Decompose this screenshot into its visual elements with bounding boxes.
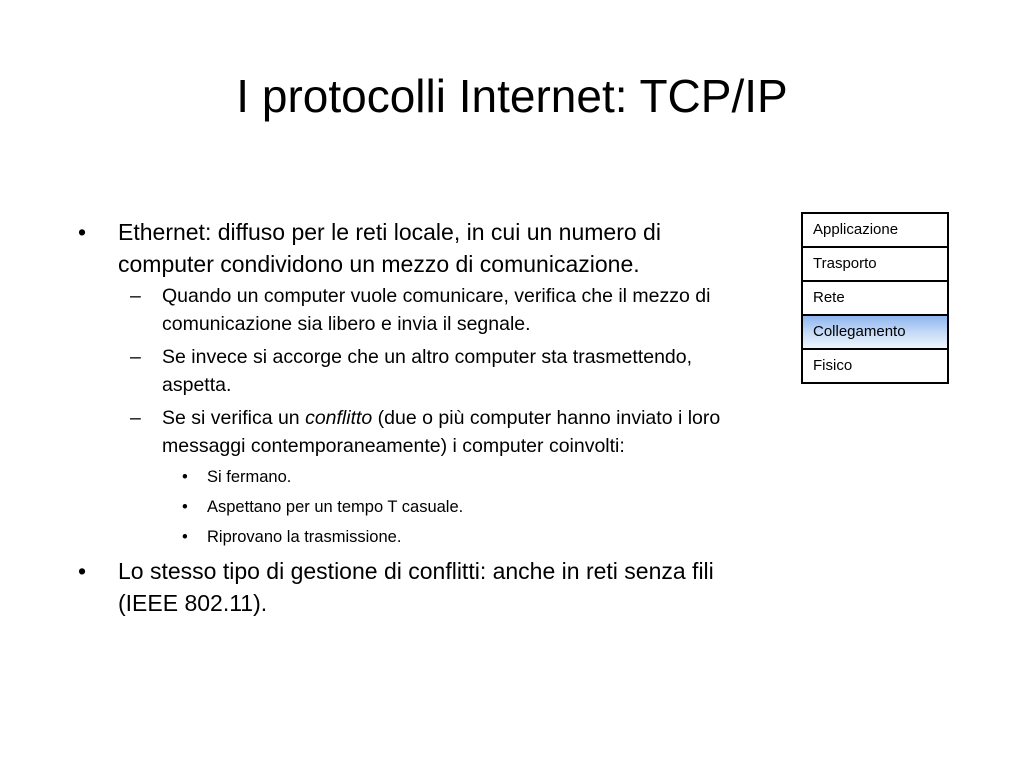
bullet-text: Lo stesso tipo di gestione di conflitti: anche in reti senza fili (IEEE 802.11). — [118, 558, 714, 616]
sub-sub-bullet-text: Riprovano la trasmissione. — [207, 528, 402, 546]
bullet-wifi — [78, 555, 750, 619]
conflitto-emphasis: conflitto — [305, 407, 373, 429]
layer-trasporto: Trasporto — [803, 248, 947, 282]
sub-sub-bullet-text: Si fermano. — [207, 468, 292, 486]
sub-bullet-text: Se invece si accorge che un altro computer sta trasmettendo, aspetta. — [162, 346, 693, 396]
bullet-ethernet — [78, 216, 750, 280]
layer-fisico: Fisico — [803, 350, 947, 384]
bullet-dot-icon: • — [182, 498, 188, 516]
slide-title: I protocolli Internet: TCP/IP — [236, 70, 788, 122]
sub-bullet-aspetta — [78, 343, 750, 399]
dash-icon: – — [130, 285, 141, 307]
slide-content — [78, 216, 750, 621]
protocol-stack-table — [801, 212, 949, 384]
layer-applicazione: Applicazione — [803, 214, 947, 248]
dash-icon: – — [130, 407, 141, 429]
sub-sub-bullet-text: Aspettano per un tempo T casuale. — [207, 498, 464, 516]
sub-bullet-text-prefix: Se si verifica un — [162, 407, 306, 429]
bullet-dot-icon: • — [78, 219, 87, 245]
sub-bullet-text-suffix: (due o più computer hanno inviato i loro messaggi contemporaneamente) i computer coinvolti: — [162, 407, 721, 457]
bullet-dot-icon: • — [78, 558, 87, 584]
layer-collegamento: Collegamento — [803, 316, 947, 350]
sub-bullet-text: Quando un computer vuole comunicare, verifica che il mezzo di comunicazione sia libero e invia il segnale. — [162, 285, 711, 335]
sub-bullet-conflitto — [78, 404, 750, 460]
sub-sub-bullet-fermano — [78, 465, 750, 489]
sub-sub-bullet-riprovano — [78, 525, 750, 549]
dash-icon: – — [130, 346, 141, 368]
sub-sub-bullet-aspettano — [78, 495, 750, 519]
bullet-dot-icon: • — [182, 468, 188, 486]
bullet-text: Ethernet: diffuso per le reti locale, in cui un numero di computer condividono un mezzo di comunicazione. — [118, 219, 661, 277]
sub-bullet-verifica — [78, 282, 750, 338]
bullet-dot-icon: • — [182, 528, 188, 546]
layer-rete: Rete — [803, 282, 947, 316]
